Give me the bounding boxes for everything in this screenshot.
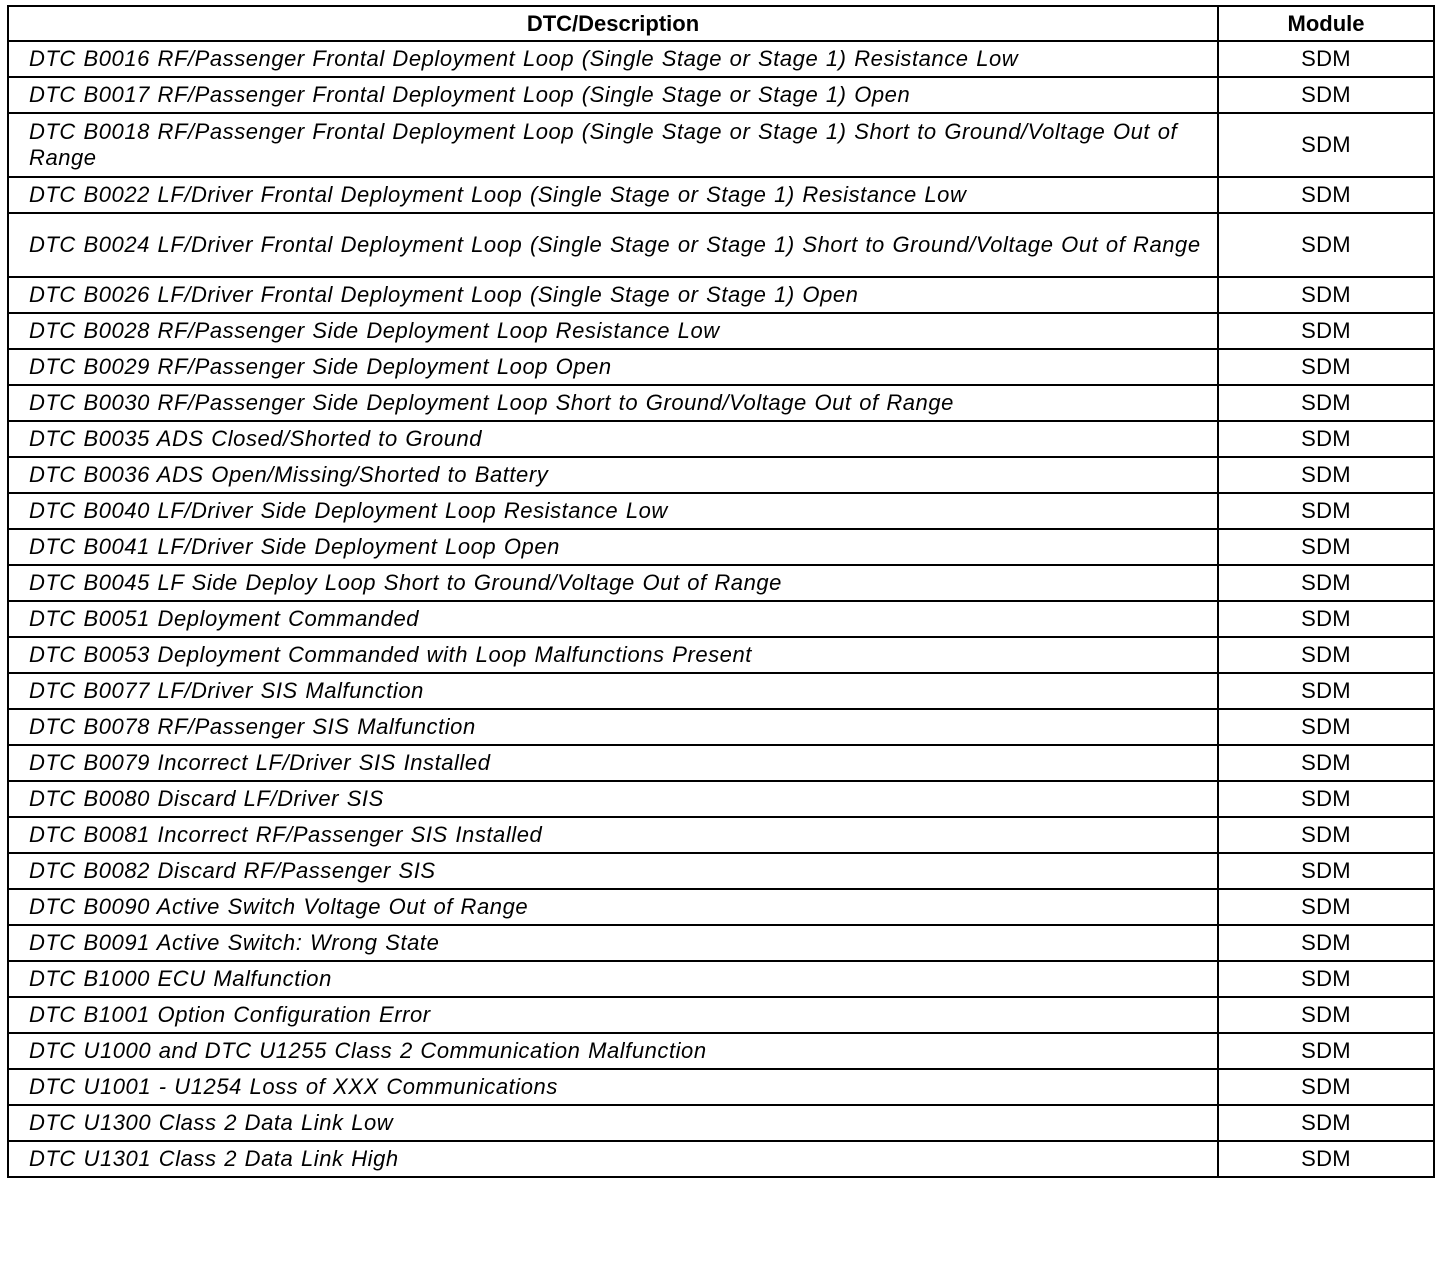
dtc-description: DTC B0091 Active Switch: Wrong State: [8, 925, 1218, 961]
table-row: [8, 77, 1434, 113]
dtc-module: SDM: [1218, 781, 1434, 817]
dtc-module: SDM: [1218, 925, 1434, 961]
dtc-description: DTC B1000 ECU Malfunction: [8, 961, 1218, 997]
dtc-module: SDM: [1218, 817, 1434, 853]
dtc-table: [7, 5, 1435, 1178]
dtc-module: SDM: [1218, 77, 1434, 113]
dtc-module: SDM: [1218, 213, 1434, 277]
dtc-description: DTC B0028 RF/Passenger Side Deployment Loop Resistance Low: [8, 313, 1218, 349]
table-row: [8, 745, 1434, 781]
table-header-row: [8, 6, 1434, 41]
table-row: [8, 637, 1434, 673]
dtc-description: DTC B0030 RF/Passenger Side Deployment Loop Short to Ground/Voltage Out of Range: [8, 385, 1218, 421]
table-body: [8, 41, 1434, 1177]
dtc-module: SDM: [1218, 1105, 1434, 1141]
dtc-module: SDM: [1218, 1033, 1434, 1069]
table-row: [8, 113, 1434, 177]
dtc-description: DTC U1300 Class 2 Data Link Low: [8, 1105, 1218, 1141]
dtc-description: DTC B0041 LF/Driver Side Deployment Loop Open: [8, 529, 1218, 565]
dtc-module: SDM: [1218, 529, 1434, 565]
table-row: [8, 277, 1434, 313]
dtc-description: DTC B0051 Deployment Commanded: [8, 601, 1218, 637]
dtc-module: SDM: [1218, 853, 1434, 889]
dtc-description: DTC B1001 Option Configuration Error: [8, 997, 1218, 1033]
dtc-description: DTC B0082 Discard RF/Passenger SIS: [8, 853, 1218, 889]
dtc-module: SDM: [1218, 277, 1434, 313]
table-row: [8, 177, 1434, 213]
dtc-description: DTC B0029 RF/Passenger Side Deployment Loop Open: [8, 349, 1218, 385]
table-row: [8, 421, 1434, 457]
table-row: [8, 997, 1434, 1033]
dtc-description: DTC U1001 - U1254 Loss of XXX Communications: [8, 1069, 1218, 1105]
table-row: [8, 41, 1434, 77]
table-row: [8, 673, 1434, 709]
table-row: [8, 817, 1434, 853]
dtc-description: DTC B0078 RF/Passenger SIS Malfunction: [8, 709, 1218, 745]
dtc-module: SDM: [1218, 349, 1434, 385]
table-row: [8, 853, 1434, 889]
table-row: [8, 1069, 1434, 1105]
dtc-module: SDM: [1218, 745, 1434, 781]
table-row: [8, 961, 1434, 997]
dtc-module: SDM: [1218, 637, 1434, 673]
table-row: [8, 493, 1434, 529]
dtc-module: SDM: [1218, 673, 1434, 709]
table-row: [8, 1033, 1434, 1069]
dtc-module: SDM: [1218, 41, 1434, 77]
dtc-description: DTC B0090 Active Switch Voltage Out of Range: [8, 889, 1218, 925]
table-row: [8, 349, 1434, 385]
dtc-description: DTC B0016 RF/Passenger Frontal Deployment Loop (Single Stage or Stage 1) Resistance Low: [8, 41, 1218, 77]
dtc-module: SDM: [1218, 421, 1434, 457]
dtc-description: DTC B0036 ADS Open/Missing/Shorted to Battery: [8, 457, 1218, 493]
column-header-description: DTC/Description: [8, 6, 1218, 41]
dtc-module: SDM: [1218, 1141, 1434, 1177]
dtc-module: SDM: [1218, 889, 1434, 925]
table-row: [8, 889, 1434, 925]
table-row: [8, 385, 1434, 421]
table-row: [8, 925, 1434, 961]
dtc-module: SDM: [1218, 385, 1434, 421]
table-row: [8, 457, 1434, 493]
dtc-description: DTC U1301 Class 2 Data Link High: [8, 1141, 1218, 1177]
table-row: [8, 709, 1434, 745]
table-row: [8, 781, 1434, 817]
dtc-description: DTC B0022 LF/Driver Frontal Deployment Loop (Single Stage or Stage 1) Resistance Low: [8, 177, 1218, 213]
table-row: [8, 565, 1434, 601]
table-row: [8, 213, 1434, 277]
dtc-description: DTC B0079 Incorrect LF/Driver SIS Installed: [8, 745, 1218, 781]
dtc-description: DTC B0018 RF/Passenger Frontal Deployment Loop (Single Stage or Stage 1) Short to Ground/Voltage Out of Range: [8, 113, 1218, 177]
dtc-module: SDM: [1218, 1069, 1434, 1105]
dtc-description: DTC B0077 LF/Driver SIS Malfunction: [8, 673, 1218, 709]
dtc-module: SDM: [1218, 177, 1434, 213]
table-row: [8, 1105, 1434, 1141]
dtc-description: DTC B0080 Discard LF/Driver SIS: [8, 781, 1218, 817]
table-row: [8, 1141, 1434, 1177]
dtc-description: DTC B0053 Deployment Commanded with Loop Malfunctions Present: [8, 637, 1218, 673]
dtc-module: SDM: [1218, 493, 1434, 529]
dtc-module: SDM: [1218, 961, 1434, 997]
table-row: [8, 529, 1434, 565]
dtc-description: DTC B0040 LF/Driver Side Deployment Loop Resistance Low: [8, 493, 1218, 529]
dtc-description: DTC U1000 and DTC U1255 Class 2 Communication Malfunction: [8, 1033, 1218, 1069]
dtc-module: SDM: [1218, 457, 1434, 493]
dtc-description: DTC B0045 LF Side Deploy Loop Short to Ground/Voltage Out of Range: [8, 565, 1218, 601]
dtc-module: SDM: [1218, 601, 1434, 637]
dtc-module: SDM: [1218, 997, 1434, 1033]
dtc-description: DTC B0017 RF/Passenger Frontal Deployment Loop (Single Stage or Stage 1) Open: [8, 77, 1218, 113]
dtc-description: DTC B0026 LF/Driver Frontal Deployment Loop (Single Stage or Stage 1) Open: [8, 277, 1218, 313]
column-header-module: Module: [1218, 6, 1434, 41]
dtc-description: DTC B0035 ADS Closed/Shorted to Ground: [8, 421, 1218, 457]
table-row: [8, 313, 1434, 349]
dtc-description: DTC B0024 LF/Driver Frontal Deployment Loop (Single Stage or Stage 1) Short to Ground/Voltage Out of Range: [8, 213, 1218, 277]
table-row: [8, 601, 1434, 637]
dtc-module: SDM: [1218, 313, 1434, 349]
dtc-module: SDM: [1218, 565, 1434, 601]
dtc-module: SDM: [1218, 113, 1434, 177]
dtc-module: SDM: [1218, 709, 1434, 745]
dtc-description: DTC B0081 Incorrect RF/Passenger SIS Installed: [8, 817, 1218, 853]
